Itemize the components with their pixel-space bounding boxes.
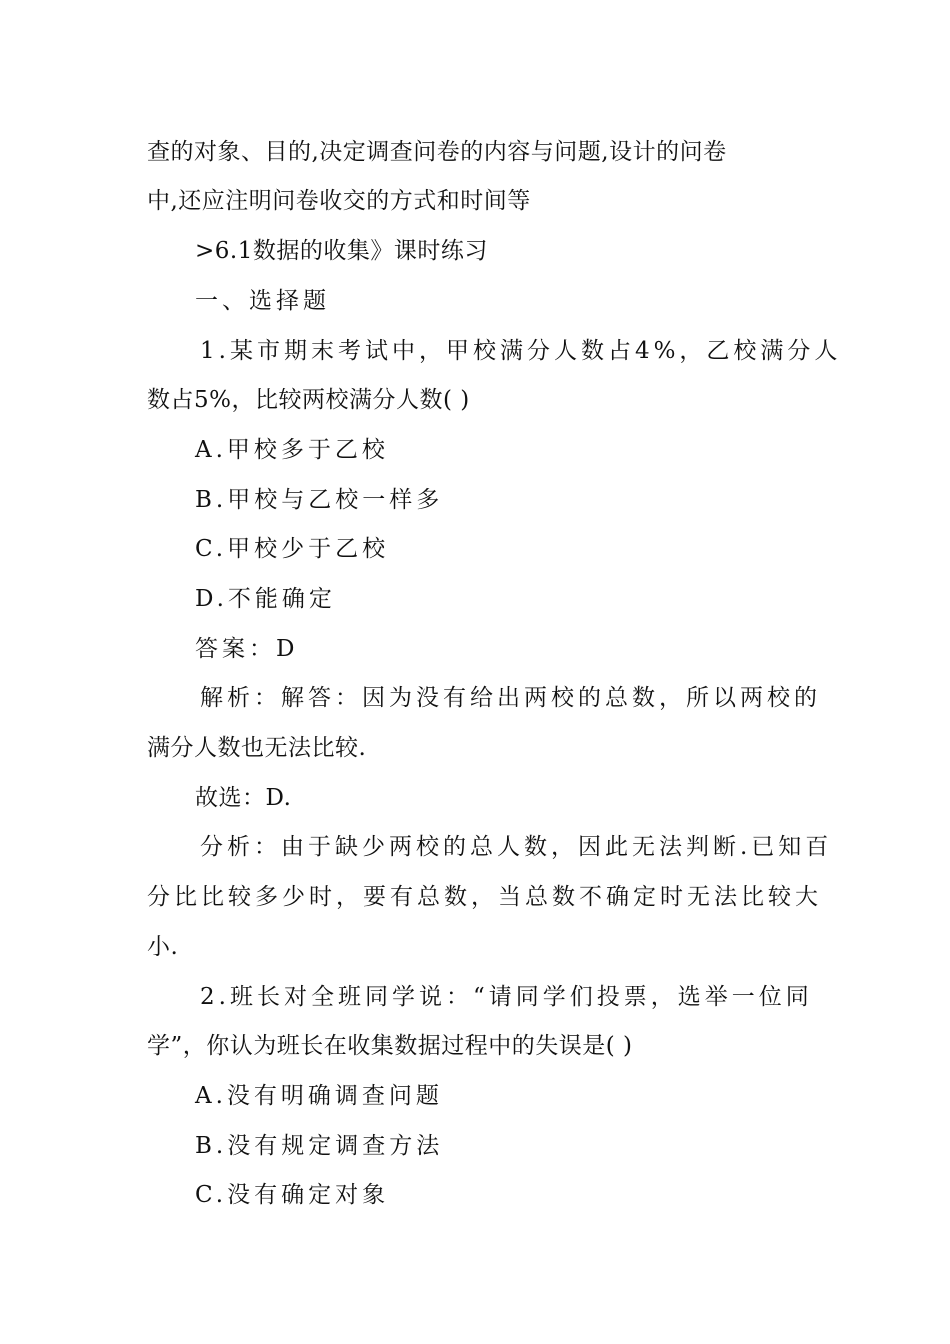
section-heading: 一、选择题 — [195, 288, 330, 314]
question-2-stem: 2.班长对全班同学说：“请同学们投票，选举一位同 — [200, 984, 813, 1010]
paragraph-line: 查的对象、目的,决定调查问卷的内容与问题,设计的问卷 — [147, 139, 727, 165]
section-title: >6.1数据的收集》课时练习 — [195, 238, 488, 264]
question-2-stem-cont: 学”，你认为班长在收集数据过程中的失误是( ) — [147, 1033, 633, 1059]
question-1-answer: 答案：D — [195, 636, 299, 662]
question-1-stem-cont: 数占5%，比较两校满分人数( ) — [147, 387, 470, 413]
question-2-option-b: B.没有规定调查方法 — [195, 1133, 444, 1159]
paragraph-line: 中,还应注明问卷收交的方式和时间等 — [147, 188, 531, 214]
question-1-explanation-cont: 满分人数也无法比较. — [147, 735, 367, 761]
question-1-option-a: A.甲校多于乙校 — [195, 437, 389, 463]
question-1-option-d: D.不能确定 — [195, 586, 336, 612]
question-2-option-a: A.没有明确调查问题 — [195, 1083, 443, 1109]
question-1-option-b: B.甲校与乙校一样多 — [195, 487, 444, 513]
question-1-analysis-cont: 分比比较多少时，要有总数，当总数不确定时无法比较大 — [147, 884, 822, 910]
question-1-explanation: 解析：解答：因为没有给出两校的总数，所以两校的 — [200, 685, 821, 711]
question-2-option-c: C.没有确定对象 — [195, 1182, 390, 1208]
question-1-analysis: 分析：由于缺少两校的总人数，因此无法判断.已知百 — [200, 834, 833, 860]
question-1-stem: 1.某市期末考试中，甲校满分人数占4%，乙校满分人 — [200, 338, 842, 364]
question-1-analysis-end: 小. — [147, 934, 179, 960]
question-1-option-c: C.甲校少于乙校 — [195, 536, 390, 562]
question-1-conclusion: 故选：D. — [195, 785, 292, 811]
